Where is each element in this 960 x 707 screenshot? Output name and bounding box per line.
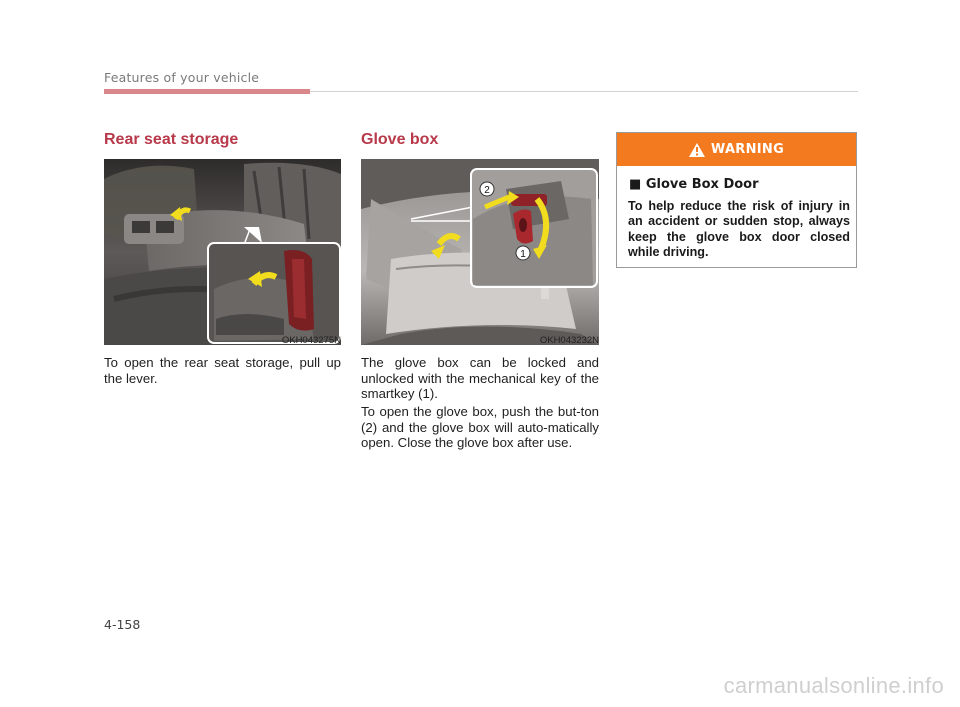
rear-seat-storage-heading: Rear seat storage — [104, 131, 239, 148]
warning-title — [629, 177, 759, 192]
callout-2: 2 — [484, 185, 490, 196]
image-code-glove-box: OKH043232N — [539, 335, 599, 346]
square-bullet-icon: ■ — [629, 177, 642, 192]
rear-seat-storage-photo — [104, 159, 341, 345]
glove-box-text-2: To open the glove box, push the but-ton (2) and the glove box will auto-matically open. Close the glove box after use. — [361, 404, 599, 451]
glove-box-text-1: The glove box can be locked and unlocked with the mechanical key of the smartkey (1). — [361, 355, 599, 402]
warning-triangle-icon — [689, 143, 705, 157]
warning-title-text: Glove Box Door — [645, 177, 759, 192]
warning-header — [617, 133, 856, 166]
rear-seat-storage-text: To open the rear seat storage, pull up the lever. — [104, 355, 341, 386]
warning-text: To help reduce the risk of injury in an accident or sudden stop, always keep the glove box door closed while driving. — [628, 199, 850, 259]
warning-label: WARNING — [710, 142, 785, 157]
watermark: carmanualsonline.info — [723, 673, 944, 698]
image-code-rear-seat: OKH043275N — [281, 335, 341, 346]
header-accent-rule — [104, 89, 310, 94]
warning-box — [616, 132, 857, 268]
page-number: 4-158 — [104, 617, 141, 632]
header-rule — [310, 91, 858, 92]
glove-box-photo — [361, 159, 599, 345]
callout-1: 1 — [520, 249, 526, 260]
running-header: Features of your vehicle — [104, 70, 260, 85]
glove-box-heading: Glove box — [361, 131, 439, 148]
